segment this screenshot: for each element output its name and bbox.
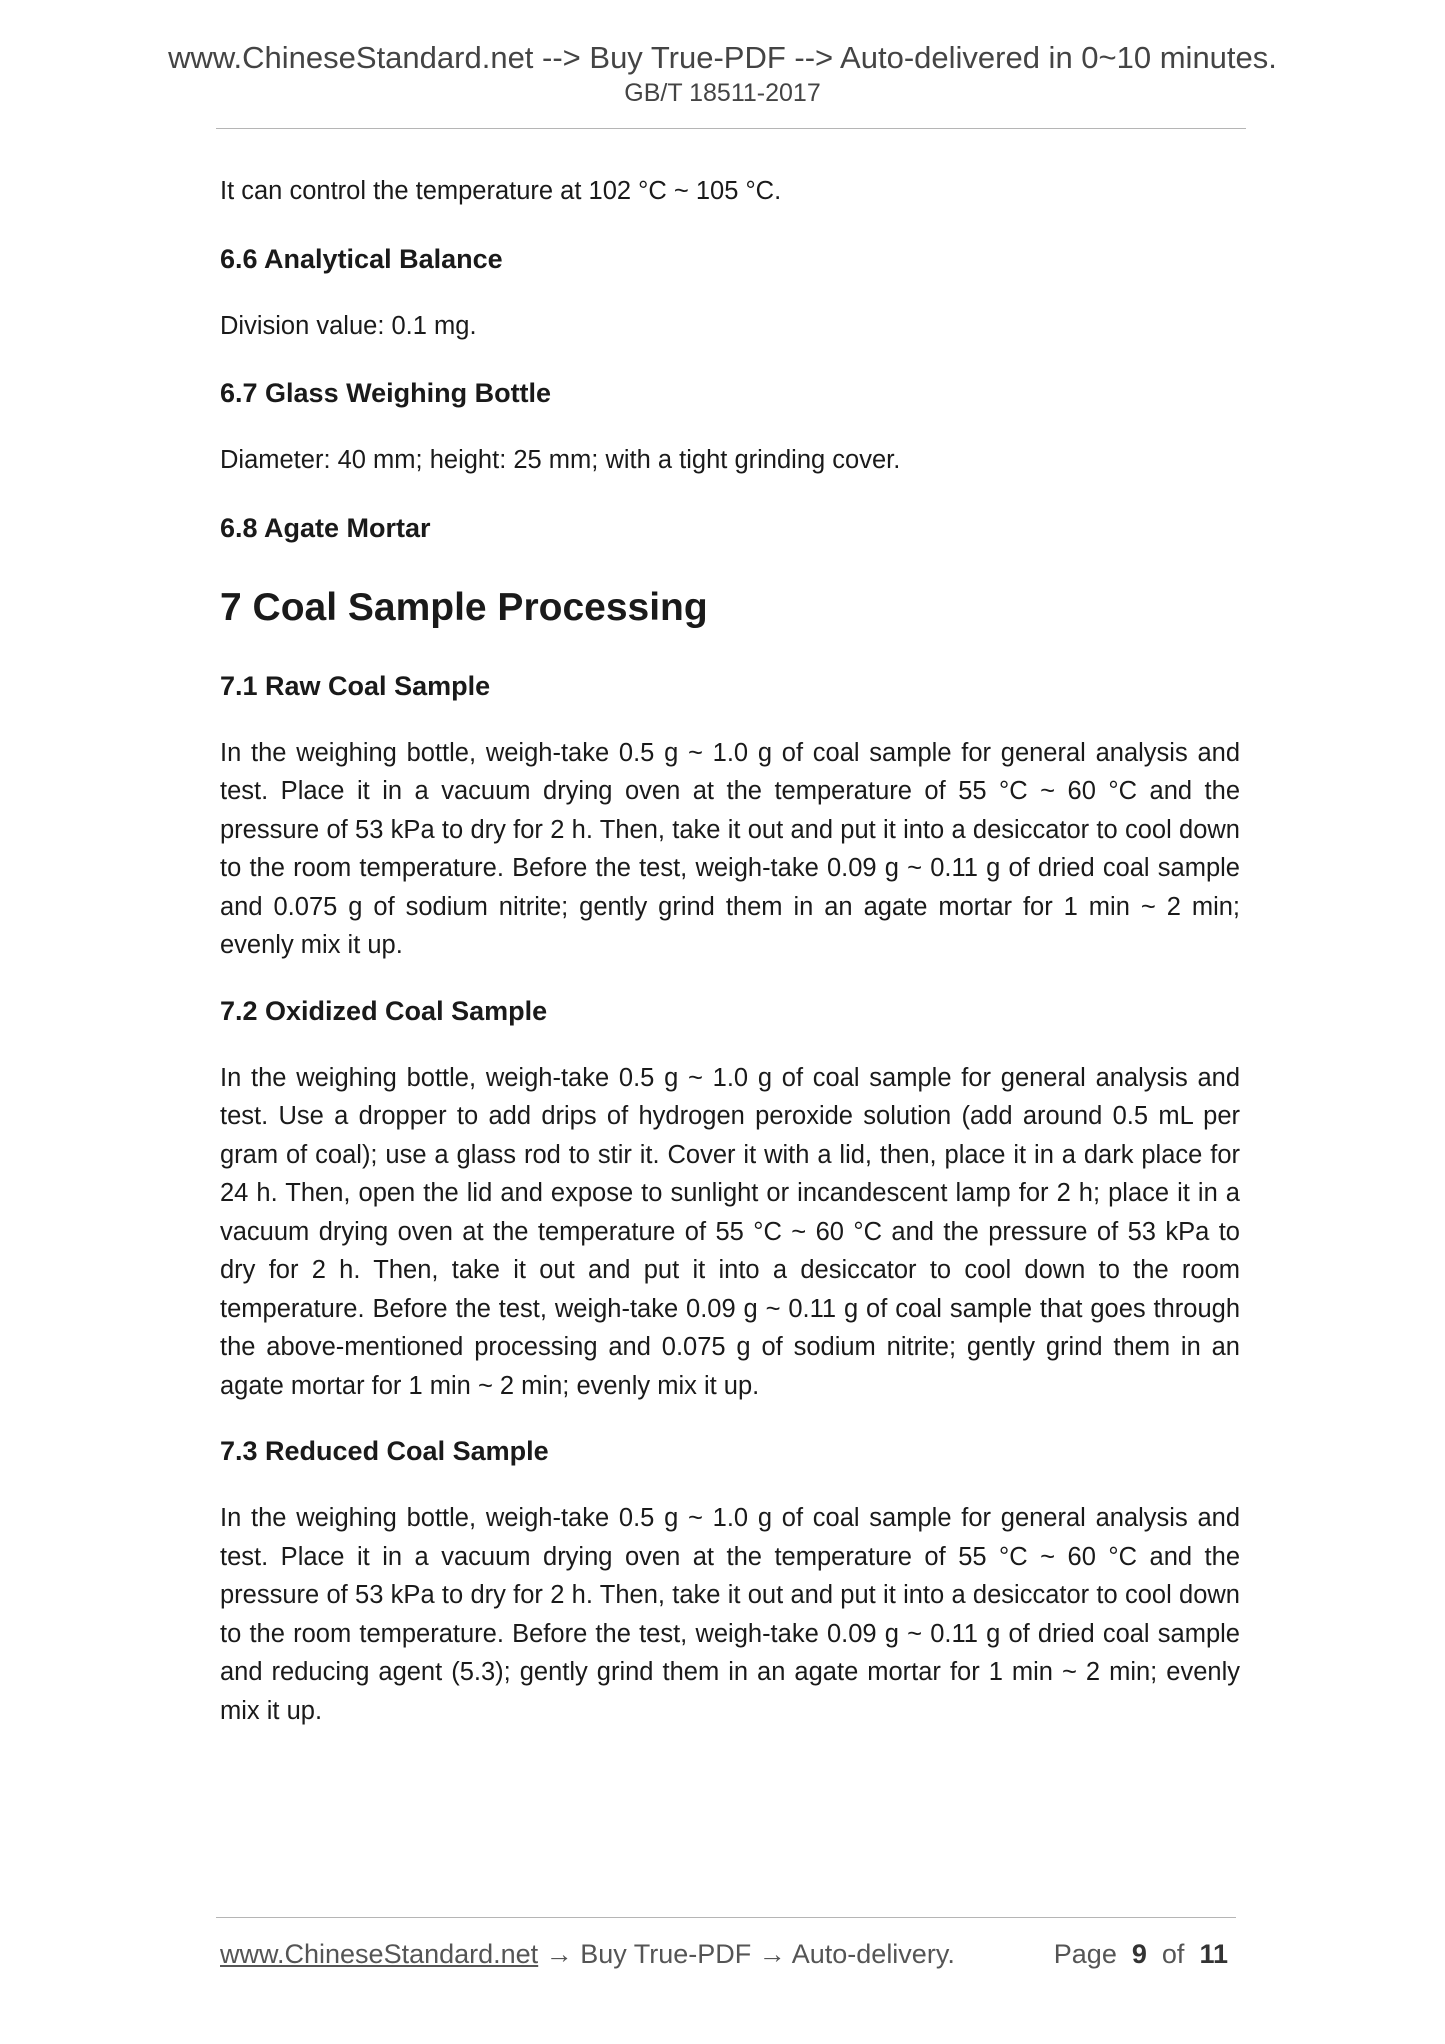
heading-6-7: 6.7 Glass Weighing Bottle [220, 378, 552, 408]
heading-7: 7 Coal Sample Processing [220, 585, 708, 629]
header-banner: www.ChineseStandard.net --> Buy True-PDF --> Auto-delivered in 0~10 minutes. [168, 40, 1277, 75]
page-current: 9 [1131, 1939, 1147, 1969]
heading-6-8: 6.8 Agate Mortar [220, 512, 431, 543]
header-divider [216, 128, 1246, 129]
page-of: of [1161, 1939, 1185, 1969]
page-total: 11 [1199, 1939, 1228, 1969]
heading-7-1: 7.1 Raw Coal Sample [220, 670, 491, 701]
heading-6-6: 6.6 Analytical Balance [220, 243, 503, 274]
footer-divider [216, 1917, 1236, 1918]
paragraph-7-2: In the weighing bottle, weigh-take 0.5 g ~ 1.0 g of coal sample for general analysis and test. Use a dropper to add drips of hydrogen peroxide solution (add around 0.5 mL per gram of coal); use a glass rod to stir it. Cover it with a lid, then, place it in a dark place for 24 h. Then, open the lid and expose to sunlight or incandescent lamp for 2 h; place it in a vacuum drying oven at the temperature of 55 °C ~ 60 °C and the pressure of 53 kPa to dry for 2 h. Then, take it out and put it into a desiccator to cool down to the room temperature. Before the test, weigh-take 0.09 g ~ 0.11 g of coal sample that goes through the above-mentioned processing and 0.075 g of sodium nitrite; gently grind them in an agate mortar for 1 min ~ 2 min; evenly mix it up. [220, 1063, 1240, 1400]
paragraph-6-5-continuation: It can control the temperature at 102 °C ~ 105 °C. [220, 177, 782, 205]
footer-left [220, 1936, 955, 1972]
page-label: Page [1053, 1939, 1117, 1969]
page-footer [220, 1936, 1236, 1976]
heading-7-2: 7.2 Oxidized Coal Sample [220, 995, 548, 1026]
document-body [220, 172, 1240, 1730]
paragraph-6-7: Diameter: 40 mm; height: 25 mm; with a tight grinding cover. [220, 446, 901, 474]
footer-tagline: → Buy True-PDF → Auto-delivery. [538, 1939, 955, 1969]
paragraph-7-3: In the weighing bottle, weigh-take 0.5 g ~ 1.0 g of coal sample for general analysis and test. Place it in a vacuum drying oven at the temperature of 55 °C ~ 60 °C and the pressure of 53 kPa to dry for 2 h. Then, take it out and put it into a desiccator to cool down to the room temperature. Before the test, weigh-take 0.09 g ~ 0.11 g of dried coal sample and reducing agent (5.3); gently grind them in an agate mortar for 1 min ~ 2 min; evenly mix it up. [220, 1504, 1240, 1725]
footer-website-link[interactable]: www.ChineseStandard.net [220, 1939, 539, 1969]
standard-number: GB/T 18511-2017 [624, 79, 821, 107]
paragraph-7-1: In the weighing bottle, weigh-take 0.5 g ~ 1.0 g of coal sample for general analysis and test. Place it in a vacuum drying oven at the temperature of 55 °C ~ 60 °C and the pressure of 53 kPa to dry for 2 h. Then, take it out and put it into a desiccator to cool down to the room temperature. Before the test, weigh-take 0.09 g ~ 0.11 g of dried coal sample and 0.075 g of sodium nitrite; gently grind them in an agate mortar for 1 min ~ 2 min; evenly mix it up. [220, 738, 1240, 959]
paragraph-6-6: Division value: 0.1 mg. [220, 311, 477, 340]
heading-7-3: 7.3 Reduced Coal Sample [220, 1436, 549, 1466]
page-indicator [1054, 1936, 1228, 1972]
